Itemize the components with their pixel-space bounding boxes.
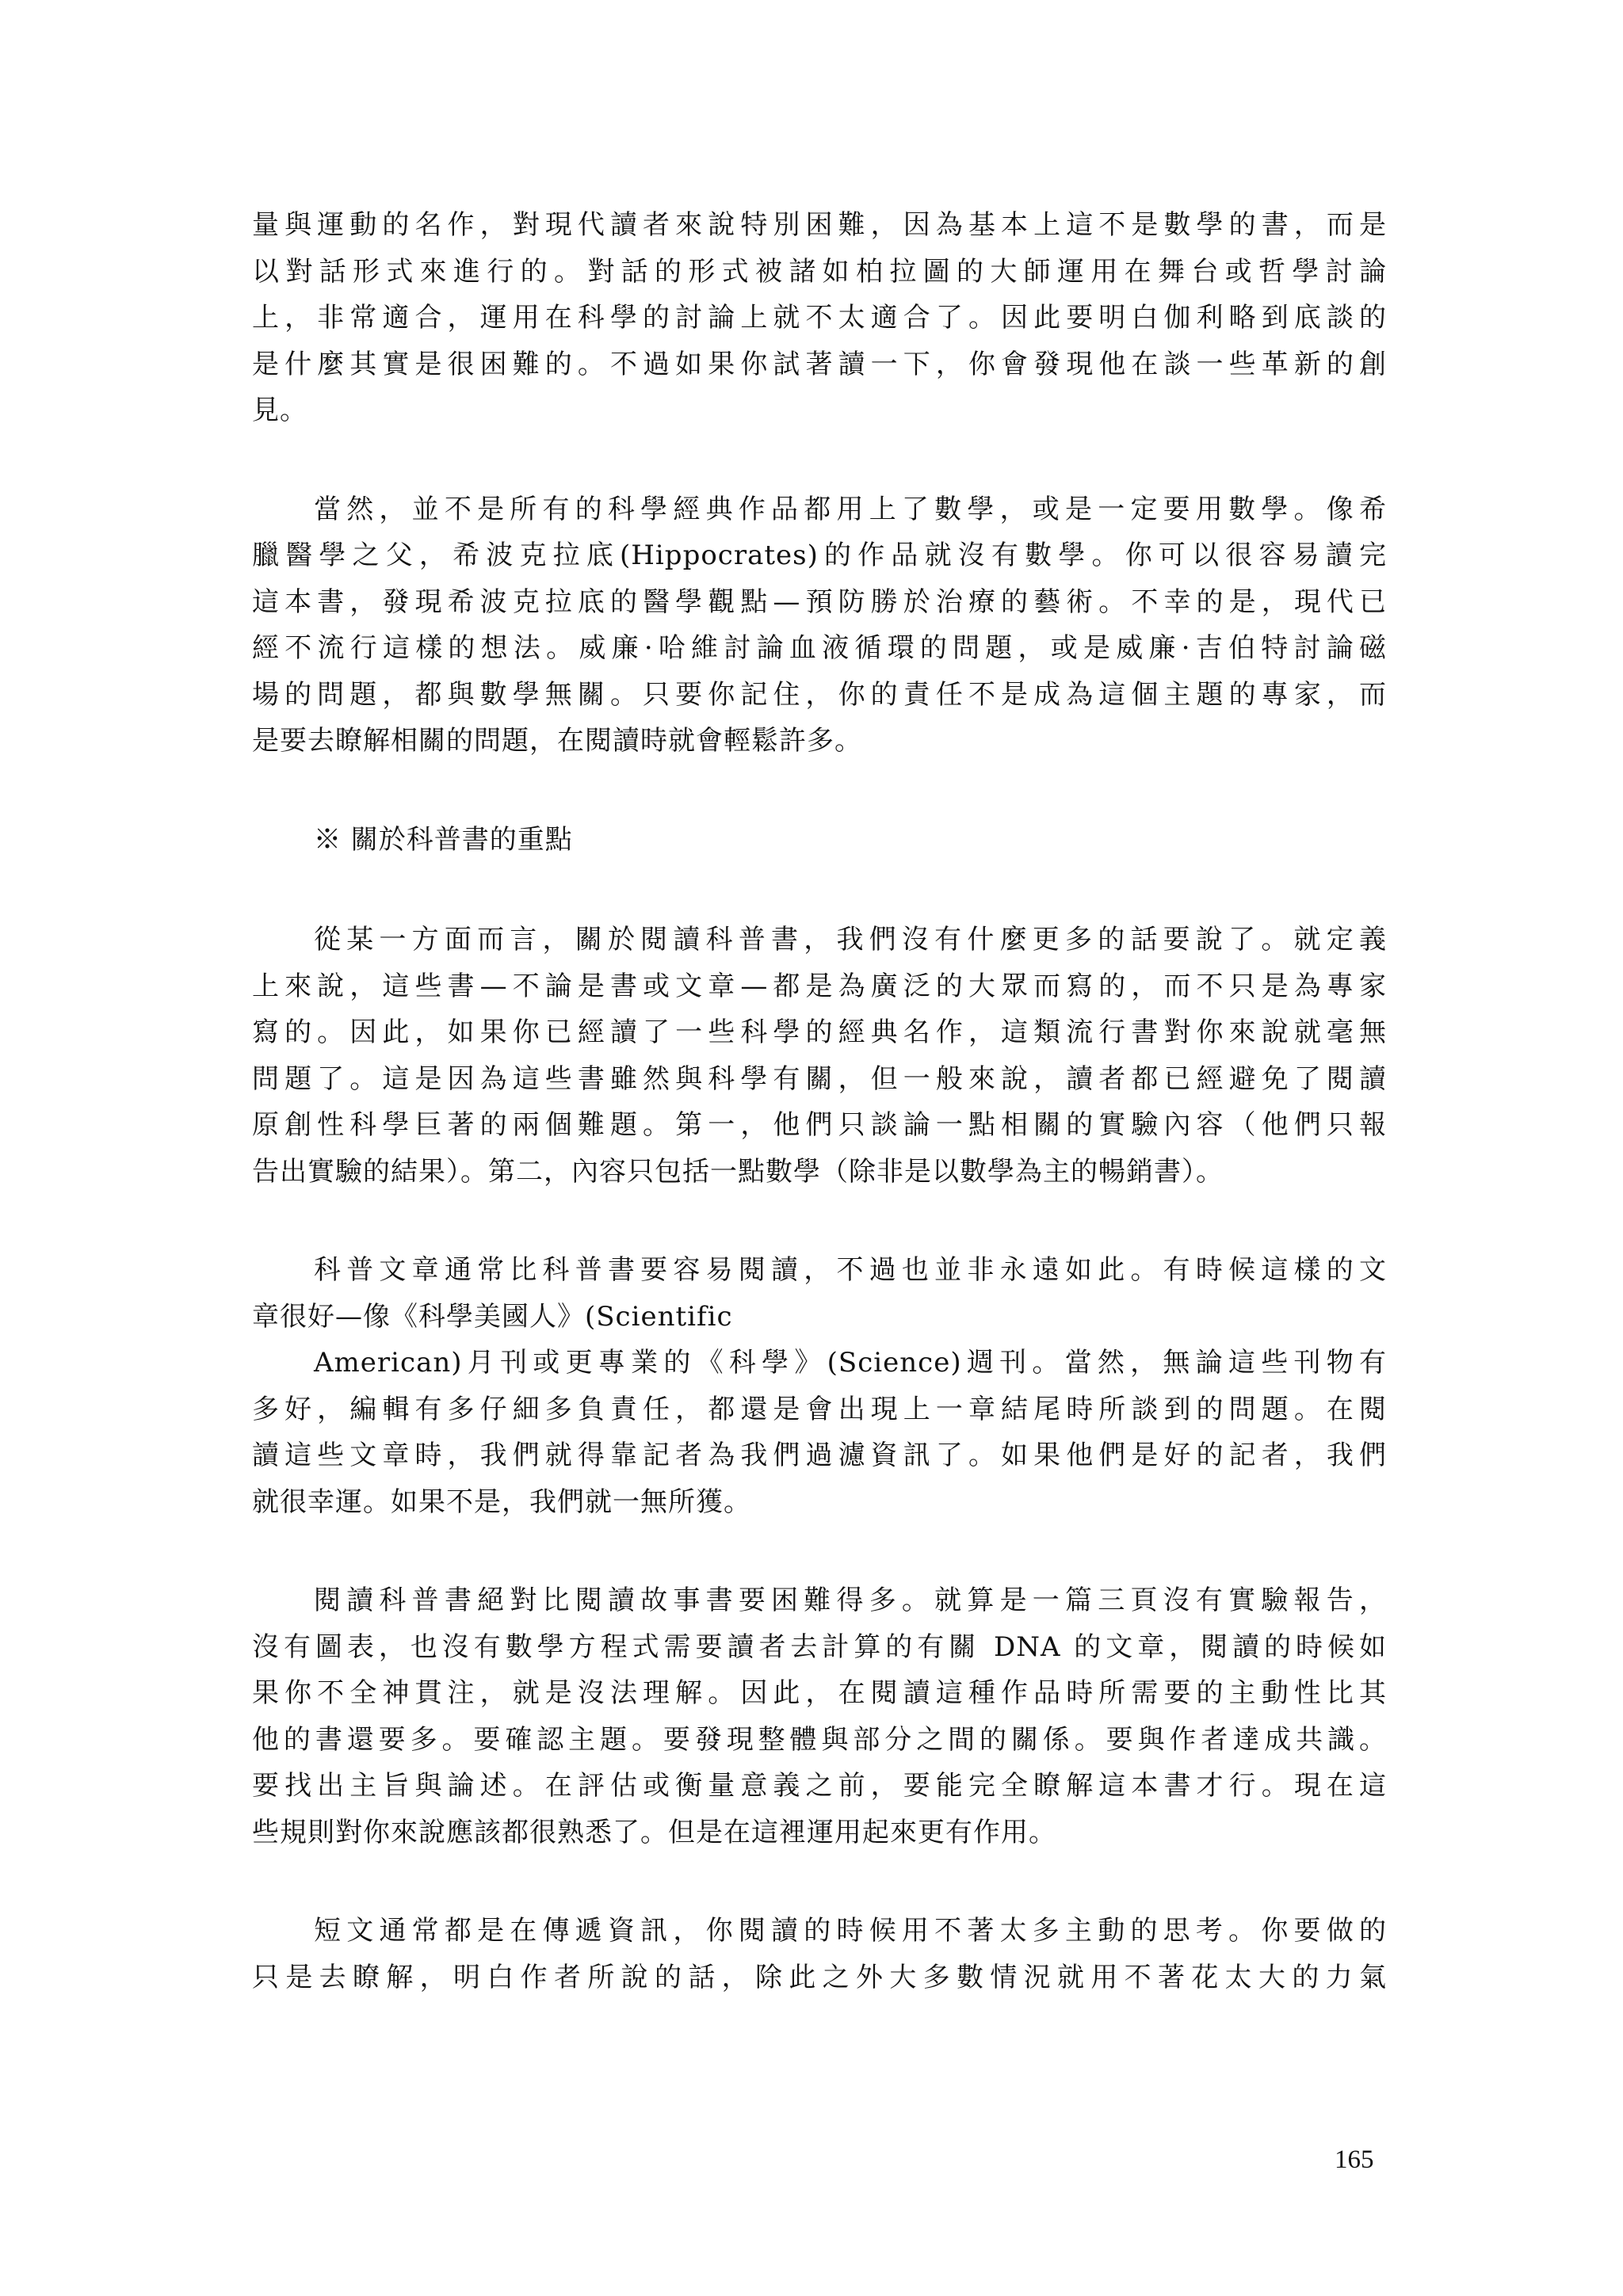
text-line: 告出實驗的結果）。第二，內容只包括一點數學（除非是以數學為主的暢銷書）。 <box>252 1155 1224 1188</box>
text-line: 果你不全神貫注，就是沒法理解。因此，在閱讀這種作品時所需要的主動性比其 <box>252 1677 1387 1709</box>
text-line: 上來說，這些書—不論是書或文章—都是為廣泛的大眾而寫的，而不只是為專家 <box>252 970 1387 1002</box>
text-line: 原創性科學巨著的兩個難題。第一，他們只談論一點相關的實驗內容（他們只報 <box>252 1109 1387 1141</box>
text-line: 沒有圖表，也沒有數學方程式需要讀者去計算的有關 DNA 的文章，閱讀的時候如 <box>252 1630 1387 1663</box>
paragraph <box>252 1908 1387 2000</box>
text-line: 見。 <box>252 395 307 426</box>
paragraph <box>252 202 1387 434</box>
text-line: 他的書還要多。要確認主題。要發現整體與部分之間的關係。要與作者達成共識。 <box>252 1723 1387 1756</box>
page-number: 165 <box>1335 2145 1374 2174</box>
paragraph <box>252 1247 1387 1525</box>
page-body <box>252 202 1387 2053</box>
text-line: 讀這些文章時，我們就得靠記者為我們過濾資訊了。如果他們是好的記者，我們 <box>252 1440 1387 1471</box>
text-line: 科普文章通常比科普書要容易閱讀，不過也並非永遠如此。有時候這樣的文 <box>314 1254 1387 1286</box>
text-line: 些規則對你來說應該都很熟悉了。但是在這裡運用起來更有作用。 <box>252 1816 1056 1848</box>
text-line: American)月刊或更專業的《科學》(Science)週刊。當然，無論這些刊物有 <box>314 1347 1387 1379</box>
section-heading: ※ 關於科普書的重點 <box>314 823 573 856</box>
text-line: 以對話形式來進行的。對話的形式被諸如柏拉圖的大師運用在舞台或哲學討論 <box>252 255 1387 288</box>
text-line: 章很好—像《科學美國人》(Scientific <box>252 1300 733 1333</box>
paragraph <box>252 486 1387 765</box>
text-line: 從某一方面而言，關於閱讀科普書，我們沒有什麼更多的話要說了。就定義 <box>314 924 1387 955</box>
text-line: 這本書，發現希波克拉底的醫學觀點—預防勝於治療的藝術。不幸的是，現代已 <box>252 585 1387 618</box>
text-line: 量與運動的名作，對現代讀者來說特別困難，因為基本上這不是數學的書，而是 <box>252 209 1387 241</box>
paragraph <box>252 1577 1387 1855</box>
text-line: 要找出主旨與論述。在評估或衡量意義之前，要能完全瞭解這本書才行。現在這 <box>252 1770 1387 1802</box>
text-line: 寫的。因此，如果你已經讀了一些科學的經典名作，這類流行書對你來說就毫無 <box>252 1016 1387 1048</box>
text-line: 閱讀科普書絕對比閱讀故事書要困難得多。就算是一篇三頁沒有實驗報告， <box>314 1585 1387 1616</box>
text-line: 問題了。這是因為這些書雖然與科學有關，但一般來說，讀者都已經避免了閱讀 <box>252 1062 1387 1095</box>
text-line: 上，非常適合，運用在科學的討論上就不太適合了。因此要明白伽利略到底談的 <box>252 302 1387 334</box>
text-line: 短文通常都是在傳遞資訊，你閱讀的時候用不著太多主動的思考。你要做的 <box>314 1915 1387 1947</box>
text-line: 臘醫學之父，希波克拉底(Hippocrates)的作品就沒有數學。你可以很容易讀完 <box>252 540 1387 571</box>
text-line: 就很幸運。如果不是，我們就一無所獲。 <box>252 1486 751 1518</box>
text-line: 經不流行這樣的想法。威廉·哈維討論血液循環的問題，或是威廉·吉伯特討論磁 <box>252 632 1387 664</box>
text-line: 場的問題，都與數學無關。只要你記住，你的責任不是成為這個主題的專家，而 <box>252 678 1387 711</box>
text-line: 當然，並不是所有的科學經典作品都用上了數學，或是一定要用數學。像希 <box>314 493 1387 525</box>
paragraph <box>252 917 1387 1195</box>
text-line: 是什麼其實是很困難的。不過如果你試著讀一下，你會發現他在談一些革新的創 <box>252 348 1387 380</box>
text-line: 多好，編輯有多仔細多負責任，都還是會出現上一章結尾時所談到的問題。在閱 <box>252 1393 1387 1425</box>
text-line: 是要去瞭解相關的問題，在閱讀時就會輕鬆許多。 <box>252 725 862 757</box>
text-line: 只是去瞭解，明白作者所說的話，除此之外大多數情況就用不著花太大的力氣 <box>252 1961 1387 1993</box>
